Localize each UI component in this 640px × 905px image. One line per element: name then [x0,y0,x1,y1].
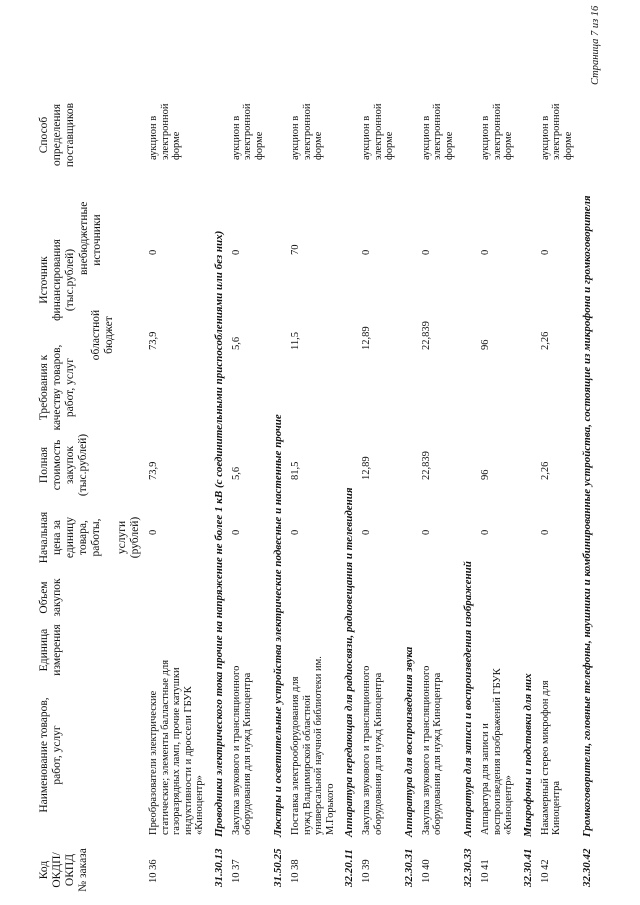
section-code: 31.30.13 [212,848,225,887]
item-name: оборудования для нужд Киноцентра [242,672,253,835]
item-name: «Киноцентр» [194,775,205,835]
item-method: форме [171,131,182,160]
item-name: «Киноцентр» [503,775,514,835]
section-code: 32.20.11 [343,849,355,887]
item-method: аукцион в [539,115,551,160]
item-code: 10 42 [539,859,551,883]
item-code: 10 37 [230,859,242,883]
header-funding: (тыс.рублей) [64,248,76,312]
item-code: 10 36 [148,859,159,883]
item-funding-extra: 0 [480,249,491,255]
item-funding-regional: 11,5 [290,332,301,350]
item-funding-regional: 96 [480,339,491,350]
item-total: 12,89 [361,456,372,480]
section-title: Аппаратура для воспроизведения звука [402,646,415,837]
item-method: форме [313,131,324,160]
item-funding-regional: 12,89 [361,326,372,350]
item-total: 96 [480,469,491,480]
header-volume: Объем [38,581,50,614]
item-name: Поставка электрооборудования для [290,676,301,835]
section-title: Аппаратура передающая для радиосвязи, радиовещания и телевидения [343,487,355,837]
item-method: аукцион в [420,115,432,160]
header-funding-extra: источники [91,214,103,266]
item-name: индуктивности и дроссели ГБУК [182,686,194,835]
section-code: 32.30.42 [581,848,593,887]
item-funding-regional: 2,26 [539,331,551,350]
header-funding: Источник [38,256,50,304]
section-title: Громкоговорители, головные телефоны, наушники и комбинированные устройства, состоящие из микрофона и громкоговорителя [581,195,593,837]
header-name: работ, услуг [51,725,63,785]
header-unit-price: работы, [90,518,102,557]
item-code: 10 41 [480,859,491,883]
item-price: 0 [480,529,491,535]
header-volume: закупок [51,578,63,617]
item-method: электронной [491,103,503,160]
header-code: № заказа [77,848,89,892]
item-funding-extra: 70 [290,244,301,255]
header-funding-regional: бюджет [103,316,115,354]
item-funding-extra: 0 [539,249,551,255]
item-funding-regional: 73,9 [148,331,159,350]
header-total: закупок [64,445,76,485]
header-unit: Единица [38,628,50,672]
header-unit: измерения [51,624,63,676]
item-method: электронной [301,103,313,160]
item-price: 0 [230,529,242,535]
item-total: 5,6 [230,466,242,480]
page-footer: Страница 7 из 16 [590,5,601,85]
header-requirements: качеству товаров, [51,344,63,431]
item-name: Накамерный стерео микрофон для [539,680,551,835]
item-price: 0 [290,529,301,535]
section-title: Микрофоны и подставки для них [521,673,534,837]
header-requirements: Требования к [38,354,50,421]
item-name: М.Горького [324,783,336,835]
item-name: газоразрядных ламп, прочие катушки [171,667,182,835]
header-unit-price: цена за [51,519,63,556]
item-method: электронной [432,103,443,160]
section-code: 32.30.31 [402,848,415,887]
item-method: аукцион в [230,115,242,160]
item-method: аукцион в [361,115,372,160]
item-method: форме [562,131,574,160]
header-funding-extra: внебюджетные [78,201,90,275]
item-price: 0 [539,529,551,535]
item-method: аукцион в [290,115,301,160]
header-code: ОКПД [64,853,76,887]
header-total: Полная [38,446,50,484]
item-method: форме [384,131,395,160]
header-total: (тыс.рублей) [77,433,89,497]
item-method: аукцион в [148,115,159,160]
header-unit-price: товара, [77,520,89,555]
item-method: электронной [551,103,562,160]
header-funding: финансирования [51,239,63,321]
item-code: 10 40 [420,859,432,883]
item-total: 81,5 [290,461,301,480]
header-unit-price: (рублей) [129,516,141,559]
header-unit-price: единицу [64,516,76,559]
item-method: форме [443,131,455,160]
item-method: форме [253,131,265,160]
item-funding-extra: 0 [148,249,159,255]
item-method: аукцион в [480,115,491,160]
header-total: стоимость [51,439,63,491]
item-name: Преобразователи электрические [148,690,159,835]
item-method: электронной [372,103,384,160]
item-name: оборудования для нужд Киноцентра [432,672,443,835]
header-name: Наименование товаров, [38,697,50,813]
item-funding-regional: 22,839 [420,321,432,350]
item-name: Киноцентра [551,780,562,835]
item-name: оборудования для нужд Киноцентра [372,672,384,835]
item-price: 0 [148,529,159,535]
header-method: определения [51,104,63,167]
item-name: нужд Владимирской областной [301,694,313,835]
section-code: 32.30.41 [521,848,534,887]
item-funding-extra: 0 [230,249,242,255]
item-total: 22,839 [420,451,432,480]
item-name: Аппаратура для записи и [480,723,491,835]
header-unit-price: Начальная [38,511,50,564]
item-price: 0 [361,529,372,535]
section-code: 31.50.25 [272,848,284,887]
item-funding-regional: 5,6 [230,336,242,350]
item-name: Закупка звукового и трансляционного [420,665,432,835]
header-code: ОКДП/ [51,852,63,888]
item-price: 0 [420,529,432,535]
header-requirements: работ, услуг [64,357,76,418]
item-method: форме [503,131,514,160]
section-title: Люстры и осветительные устройства электрические подвесные и настенные прочие [272,414,284,837]
item-method: электронной [159,103,171,160]
item-method: электронной [242,103,253,160]
header-method: Способ [38,116,50,154]
header-funding-regional: областной [90,309,102,361]
header-code: Код [38,860,50,880]
item-name: статические; элементы балластные для [159,659,171,835]
item-name: воспроизведения изображений ГБУК [491,668,503,835]
section-code: 32.30.33 [462,848,474,887]
item-name: Закупка звукового и трансляционного [230,665,242,835]
header-unit-price: услуги [116,520,128,555]
item-funding-extra: 0 [361,249,372,255]
item-code: 10 38 [290,859,301,883]
item-total: 73,9 [148,461,159,480]
section-title: Аппаратура для записи и воспроизведения изображений [462,561,474,837]
section-title: Проводники электрического тока прочие на напряжение не более 1 кВ (с соединительными приспособлениями или без них) [212,230,225,837]
item-funding-extra: 0 [420,249,432,255]
item-code: 10 39 [361,859,372,883]
item-name: Закупка звукового и трансляционного [361,665,372,835]
item-total: 2,26 [539,461,551,480]
item-name: универсальной научной библиотеки им. [313,656,324,835]
header-method: поставщиков [64,102,76,168]
